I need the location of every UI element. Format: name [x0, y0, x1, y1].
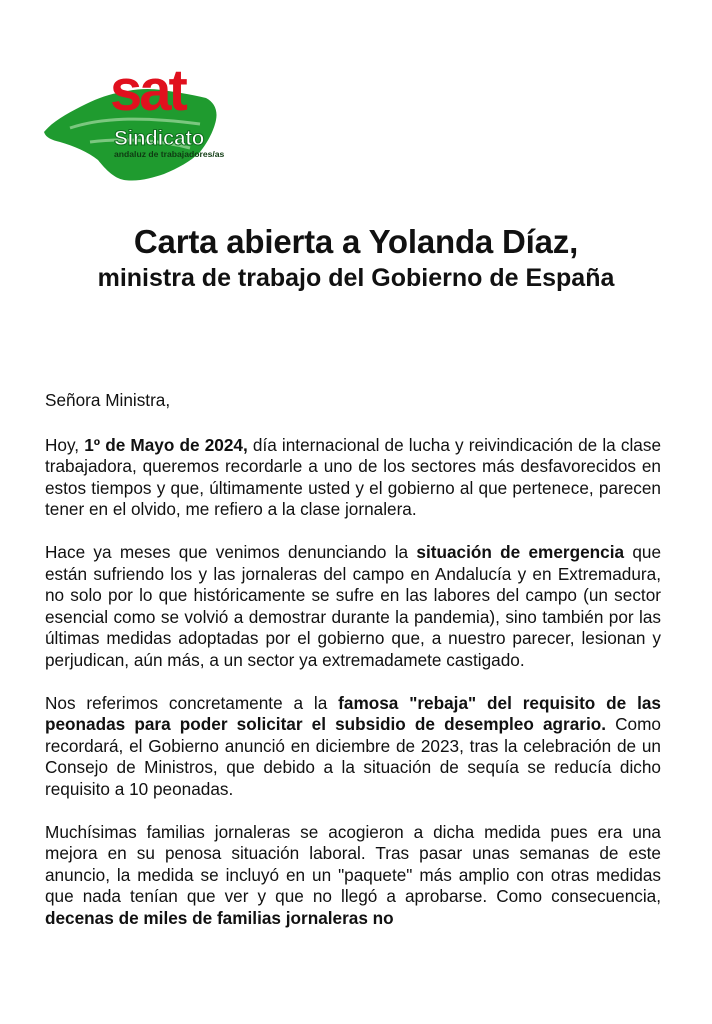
logo-name: Sindicato: [114, 127, 205, 150]
paragraph-1-text-a: Hoy,: [45, 434, 85, 455]
paragraph-1-text-c: día internacional de lucha y reivindicación de la clase trabajadora, queremos recordarle a uno de los sectores más desfavorecidos en estos tiempos y que, últimamente usted y el gobierno al que pertenece, parecen tener en el olvido, me refiero a la clase jornalera.: [45, 434, 662, 520]
page-subtitle: ministra de trabajo del Gobierno de España: [97, 264, 615, 292]
sat-logo: [40, 58, 230, 188]
paragraph-2: [45, 542, 661, 672]
paragraph-2-text-c: que están sufriendo los y las jornaleras del campo en Andalucía y en Extremadura, no solo por lo que históricamente se sufre en las labores del campo (un sector esencial como se volvió a demostrar durante la pandemia), sino también por las últimas medidas adoptadas por el gobierno que, a nuestro parecer, lesionan y perjudican, aún más, a un sector ya extremadamete castigado.: [45, 541, 662, 670]
letter-body: [45, 390, 661, 950]
paragraph-4-text-a: Muchísimas familias jornaleras se acogieron a dicha medida pues era una mejora en su penosa situación laboral. Tras pasar unas semanas de este anuncio, la medida se incluyó en un "paquete" más amplio con otras medidas que nada tenían que ver y que no llegó a aprobarse. Como consecuencia,: [45, 821, 661, 907]
paragraph-1: [45, 435, 661, 521]
salutation: Señora Ministra,: [45, 390, 171, 410]
logo-subtitle: andaluz de trabajadores/as: [114, 149, 225, 159]
paragraph-3: [45, 693, 661, 801]
paragraph-3-text-a: Nos referimos concretamente a la: [45, 692, 339, 713]
paragraph-3-text-c: Como recordará, el Gobierno anunció en diciembre de 2023, tras la celebración de un Consejo de Ministros, que debido a la situación de sequía se reducía dicho requisito a 10 peonadas.: [45, 714, 661, 799]
page-title: Carta abierta a Yolanda Díaz,: [133, 223, 579, 260]
paragraph-4: [45, 822, 661, 930]
logo-acronym: sat: [110, 58, 185, 123]
paragraph-1-bold: 1º de Mayo de 2024,: [84, 434, 248, 455]
paragraph-2-text-a: Hace ya meses que venimos denunciando la: [45, 541, 417, 562]
paragraph-4-bold: decenas de miles de familias jornaleras no: [45, 907, 394, 928]
letter-title: [30, 222, 682, 295]
paragraph-2-bold: situación de emergencia: [416, 541, 625, 562]
paragraph-3-bold: famosa "rebaja" del requisito de las peonadas para poder solicitar el subsidio de desempleo agrario.: [45, 692, 661, 735]
